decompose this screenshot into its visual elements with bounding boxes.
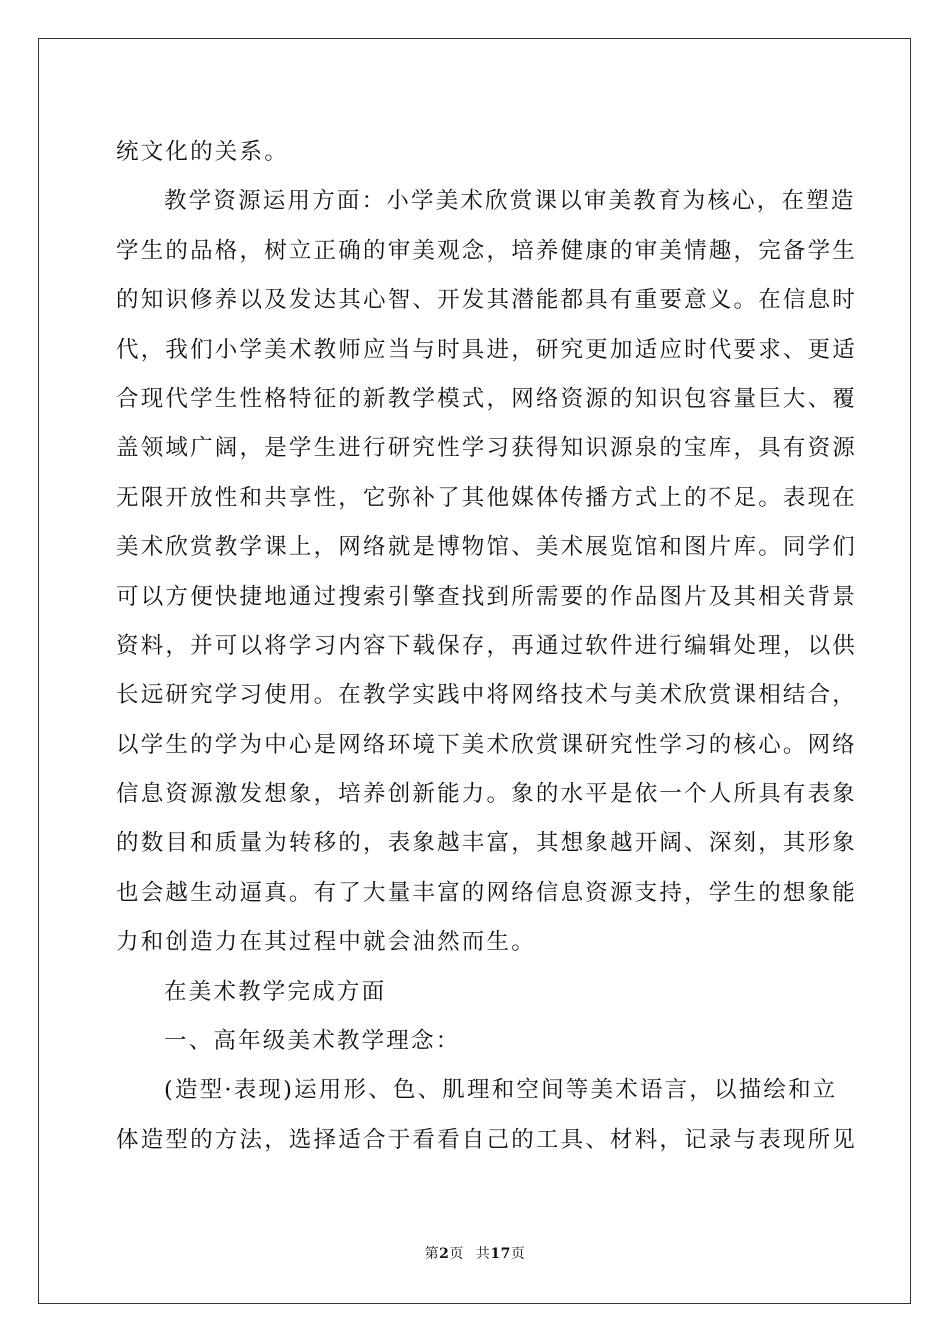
text-line-2: 教学资源运用方面：小学美术欣赏课以审美教育为核心，在塑造 <box>164 188 856 215</box>
text-line-6: 合现代学生性格特征的新教学模式，网络资源的知识包容量巨大、覆 <box>116 385 858 412</box>
text-line-20: (造型·表现)运用形、色、肌理和空间等美术语言，以描绘和立 <box>164 1077 838 1104</box>
page-footer <box>0 1243 950 1263</box>
total-suffix: 页 <box>510 1246 526 1262</box>
text-line-16: 也会越生动逼真。有了大量丰富的网络信息资源支持，学生的想象能 <box>116 879 858 906</box>
text-line-11: 资料，并可以将学习内容下载保存，再通过软件进行编辑处理，以供 <box>116 632 858 659</box>
text-line-7: 盖领域广阔，是学生进行研究性学习获得知识源泉的宝库，具有资源 <box>116 435 858 462</box>
text-line-12: 长远研究学习使用。在教学实践中将网络技术与美术欣赏课相结合， <box>116 682 858 709</box>
text-line-14: 信息资源激发想象，培养创新能力。象的水平是依一个人所具有表象 <box>116 781 858 808</box>
page-number: 2 <box>439 1246 450 1262</box>
page-prefix: 第 <box>424 1246 440 1262</box>
subsection-heading: 一、高年级美术教学理念： <box>164 1028 461 1055</box>
page-suffix: 页 <box>449 1246 464 1262</box>
section-heading: 在美术教学完成方面 <box>164 978 387 1005</box>
text-line-10: 可以方便快捷地通过搜索引擎查找到所需要的作品图片及其相关背景 <box>116 583 858 610</box>
text-line-8: 无限开放性和共享性，它弥补了其他媒体传播方式上的不足。表现在 <box>116 484 858 511</box>
total-prefix: 共 <box>475 1246 491 1262</box>
text-line-3: 学生的品格，树立正确的审美观念，培养健康的审美情趣，完备学生 <box>116 237 858 264</box>
text-line-17: 力和创造力在其过程中就会油然而生。 <box>116 929 536 956</box>
text-line-9: 美术欣赏教学课上，网络就是博物馆、美术展览馆和图片库。同学们 <box>116 534 858 561</box>
text-line-5: 代，我们小学美术教师应当与时具进，研究更加适应时代要求、更适 <box>116 336 858 363</box>
text-line-21: 体造型的方法，选择适合于看看自己的工具、材料，记录与表现所见 <box>116 1126 858 1153</box>
text-line-13: 以学生的学为中心是网络环境下美术欣赏课研究性学习的核心。网络 <box>116 731 858 758</box>
text-line-15: 的数目和质量为转移的，表象越丰富，其想象越开阔、深刻，其形象 <box>116 830 858 857</box>
document-body <box>116 128 858 1165</box>
text-line-4: 的知识修养以及发达其心智、开发其潜能都具有重要意义。在信息时 <box>116 287 858 314</box>
total-pages: 17 <box>490 1246 511 1262</box>
text-line-1: 统文化的关系。 <box>116 139 289 165</box>
